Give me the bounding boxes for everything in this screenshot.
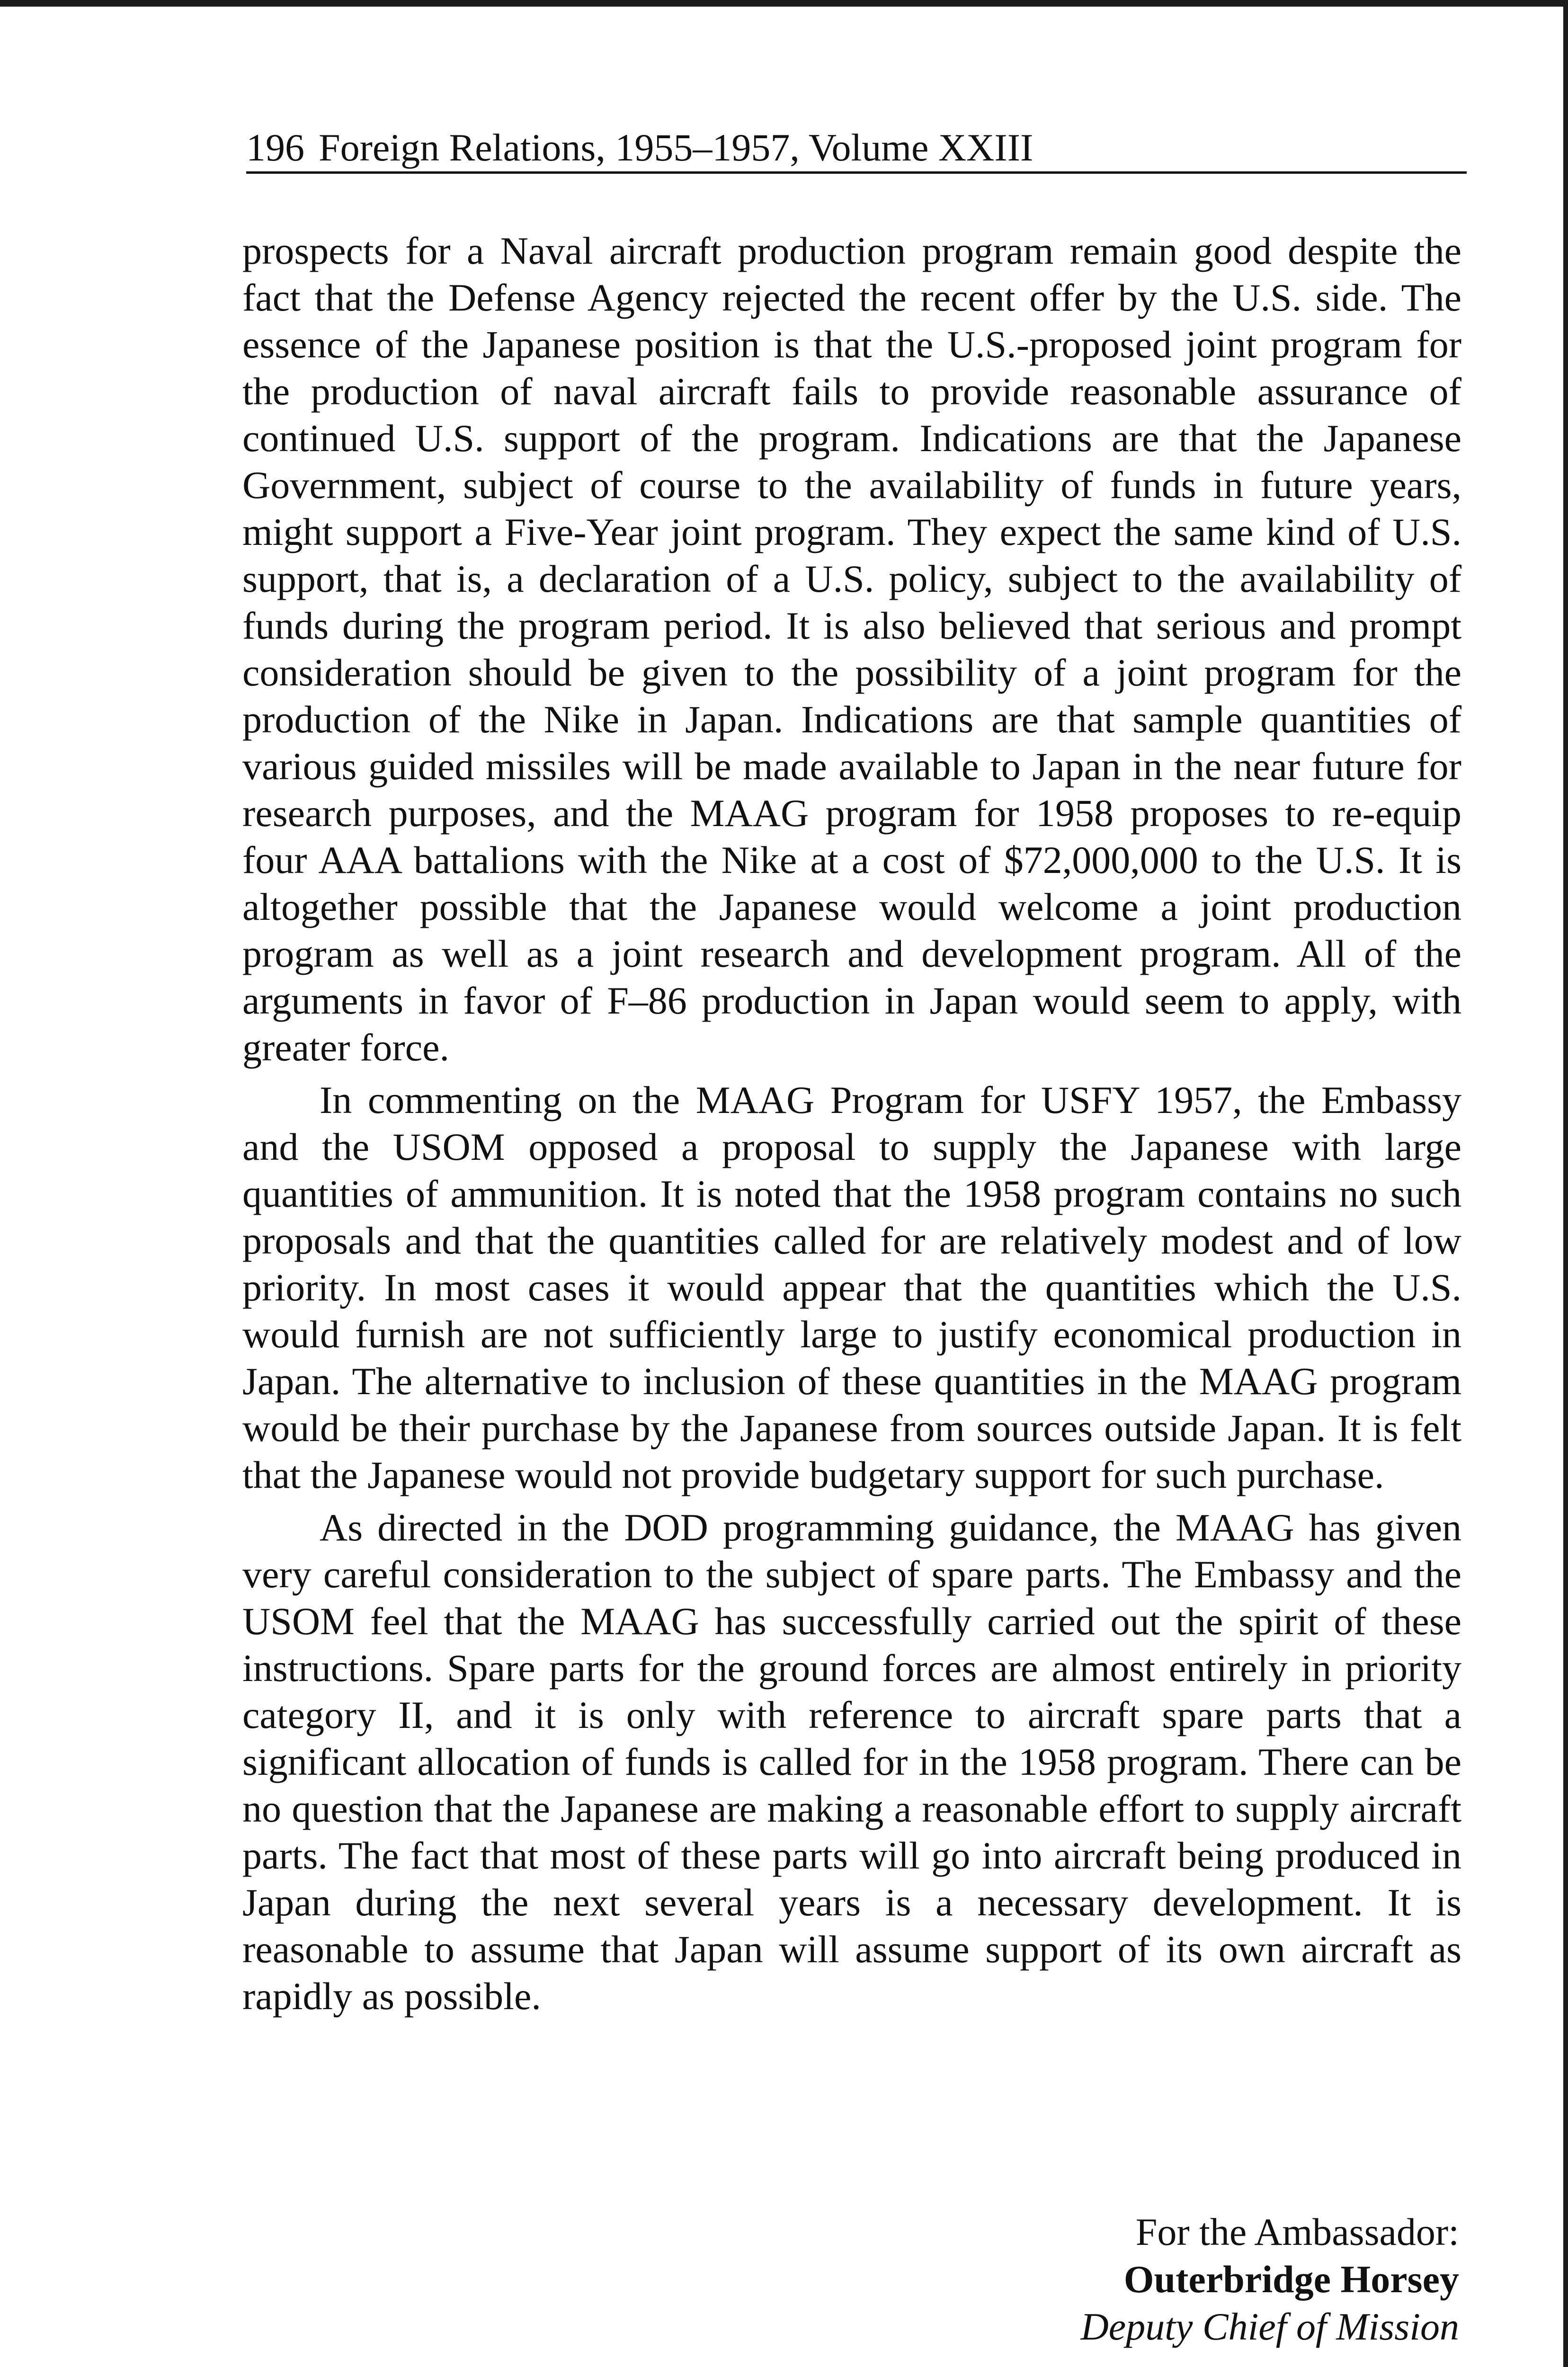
page-number: 196 bbox=[246, 126, 304, 169]
running-head bbox=[246, 124, 1467, 174]
running-title: Foreign Relations, 1955–1957, Volume XXIII bbox=[319, 126, 1033, 169]
scan-edge-right bbox=[1563, 0, 1568, 2367]
body-text bbox=[242, 227, 1461, 2020]
signer-title: Deputy Chief of Mission bbox=[1080, 2305, 1459, 2348]
signature-block bbox=[757, 2208, 1459, 2350]
signer-name: Outerbridge Horsey bbox=[1123, 2258, 1459, 2301]
scan-edge-top bbox=[0, 0, 1568, 7]
paragraph-1: prospects for a Naval aircraft production program remain good despite the fact that the Defense Agency rejected the recent offer by the U.S. side. The essence of the Japanese position is that the U.S.-proposed joint program for the production of naval aircraft fails to provide reasonable assurance of continued U.S. support of the program. Indications are that the Japanese Government, subject of course to the availability of funds in future years, might support a Five-Year joint program. They expect the same kind of U.S. support, that is, a declaration of a U.S. policy, subject to the availability of funds during the program period. It is also believed that serious and prompt consideration should be given to the possibility of a joint program for the production of the Nike in Japan. Indications are that sample quantities of various guided missiles will be made available to Japan in the near future for research purposes, and the MAAG program for 1958 proposes to re-equip four AAA battalions with the Nike at a cost of $72,000,000 to the U.S. It is altogether possible that the Japanese would welcome a joint production program as well as a joint research and development program. All of the arguments in favor of F–86 production in Japan would seem to apply, with greater force. bbox=[242, 229, 1461, 1069]
paragraph-3: As directed in the DOD programming guidance, the MAAG has given very careful consideration to the subject of spare parts. The Embassy and the USOM feel that the MAAG has successfully carried out the spirit of these instructions. Spare parts for the ground forces are almost entirely in priority category II, and it is only with reference to aircraft spare parts that a significant allocation of funds is called for in the 1958 program. There can be no question that the Japanese are making a reasonable effort to supply aircraft parts. The fact that most of these parts will go into aircraft being produced in Japan during the next several years is a necessary development. It is reasonable to assume that Japan will assume support of its own aircraft as rapidly as possible. bbox=[242, 1506, 1461, 2018]
paragraph-2: In commenting on the MAAG Program for USFY 1957, the Embassy and the USOM opposed a proposal to supply the Japanese with large quantities of ammunition. It is noted that the 1958 program contains no such proposals and that the quantities called for are relatively modest and of low priority. In most cases it would appear that the quantities which the U.S. would furnish are not sufficiently large to justify economical production in Japan. The alternative to inclusion of these quantities in the MAAG program would be their purchase by the Japanese from sources outside Japan. It is felt that the Japanese would not provide budgetary support for such purchase. bbox=[242, 1078, 1461, 1496]
signature-closing: For the Ambassador: bbox=[1135, 2210, 1459, 2253]
